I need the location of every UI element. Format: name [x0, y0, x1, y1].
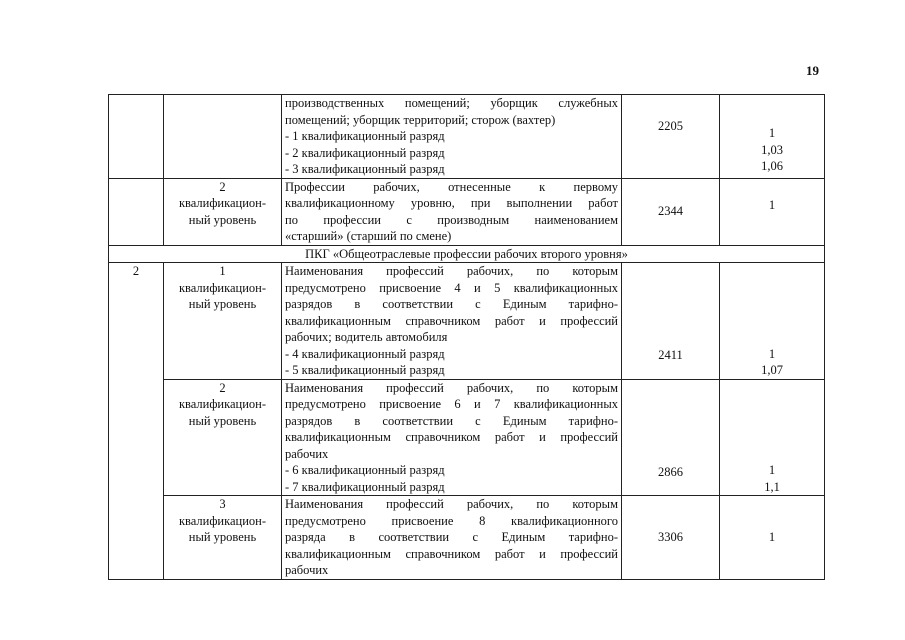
description-line: - 4 квалификационный разряд [285, 346, 445, 361]
description-line: квалификационному уровню, при выполнении работ [285, 196, 618, 210]
level-number: 1 [219, 264, 226, 278]
description-line: Наименования профессий рабочих, по которым [285, 497, 618, 511]
level-number: 3 [219, 497, 226, 511]
description-line: разрядов в соответствии с Единым тарифно- [285, 413, 618, 428]
level-label: квалификацион- [178, 397, 267, 411]
table-row [109, 379, 825, 496]
level-label: ный уровень [188, 413, 257, 428]
description-line: - 6 квалификационный разряд [285, 463, 445, 477]
code-value: 2344 [658, 203, 683, 218]
level-label: квалификацион- [178, 280, 267, 295]
description-line: предусмотрено присвоение 8 квалификационного [285, 513, 618, 528]
description-line: рабочих; водитель автомобиля [285, 330, 448, 344]
description-cell [282, 496, 622, 580]
description-cell [282, 178, 622, 245]
coefficient-value: 1 [768, 346, 776, 361]
coefficient-value: 1 [768, 126, 776, 140]
level-label: квалификацион- [178, 513, 267, 528]
level-label: ный уровень [188, 297, 257, 311]
code-cell [622, 379, 720, 496]
level-number: 2 [219, 179, 226, 194]
group-number-cell [109, 263, 164, 580]
description-line: - 2 квалификационный разряд [285, 145, 445, 160]
description-line: предусмотрено присвоение 4 и 5 квалификационных [285, 280, 618, 295]
description-line: - 3 квалификационный разряд [285, 162, 445, 176]
table-row [109, 263, 825, 380]
description-line: разряда в соответствии с Единым тарифно- [285, 530, 618, 544]
description-line: Наименования профессий рабочих, по которым [285, 380, 618, 395]
code-value: 3306 [658, 530, 683, 544]
description-line: разрядов в соответствии с Единым тарифно- [285, 297, 618, 311]
description-line: Наименования профессий рабочих, по которым [285, 264, 618, 278]
code-cell [622, 496, 720, 580]
group-number-cell [109, 178, 164, 245]
code-value: 2411 [658, 348, 683, 362]
description-line: «старший» (старший по смене) [285, 229, 452, 243]
description-line: помещений; уборщик территорий; сторож (вахтер) [285, 112, 556, 127]
level-number: 2 [219, 380, 226, 395]
coefficient-value: 1,07 [761, 363, 783, 377]
description-line: производственных помещений; уборщик служебных [285, 96, 618, 110]
table-row [109, 245, 825, 263]
description-line: Профессии рабочих, отнесенные к первому [285, 179, 618, 194]
coefficient-value: 1 [768, 463, 776, 477]
level-cell [164, 263, 282, 380]
coefficient-value: 1 [768, 530, 776, 544]
code-value: 2205 [658, 119, 683, 133]
group-header-text: ПКГ «Общеотраслевые профессии рабочих второго уровня» [305, 246, 628, 261]
description-cell [282, 379, 622, 496]
coefficient-cell [720, 178, 825, 245]
coefficient-value: 1,06 [761, 159, 783, 173]
level-cell [164, 178, 282, 245]
description-line: рабочих [285, 446, 329, 461]
coefficient-value: 1 [768, 197, 776, 212]
description-line: - 7 квалификационный разряд [285, 479, 445, 494]
coefficient-cell [720, 496, 825, 580]
coefficient-cell [720, 379, 825, 496]
table-row [109, 178, 825, 245]
level-cell [164, 379, 282, 496]
description-line: предусмотрено присвоение 6 и 7 квалификационных [285, 397, 618, 411]
description-cell [282, 95, 622, 179]
table-row [109, 95, 825, 179]
description-line: квалификационным справочником работ и профессий [285, 313, 618, 328]
level-label: ный уровень [188, 530, 257, 544]
level-label: ный уровень [188, 212, 257, 227]
description-line: квалификационным справочником работ и профессий [285, 546, 618, 561]
description-cell [282, 263, 622, 380]
level-label: квалификацион- [178, 196, 267, 210]
coefficient-value: 1,1 [764, 479, 780, 494]
group-number: 2 [132, 264, 140, 278]
code-cell [622, 95, 720, 179]
coefficient-cell [720, 95, 825, 179]
description-line: - 1 квалификационный разряд [285, 129, 445, 143]
description-line: - 5 квалификационный разряд [285, 363, 445, 377]
description-line: рабочих [285, 563, 329, 577]
code-cell [622, 178, 720, 245]
level-cell [164, 95, 282, 179]
code-cell [622, 263, 720, 380]
code-value: 2866 [658, 464, 683, 479]
coefficient-value: 1,03 [761, 142, 783, 157]
table-row [109, 496, 825, 580]
level-cell [164, 496, 282, 580]
group-number-cell [109, 95, 164, 179]
description-line: по профессии с производным наименованием [285, 212, 618, 227]
description-line: квалификационным справочником работ и профессий [285, 430, 618, 444]
page-number: 19 [806, 63, 819, 78]
coefficient-cell [720, 263, 825, 380]
group-header [109, 245, 825, 263]
qualification-table [108, 94, 825, 580]
